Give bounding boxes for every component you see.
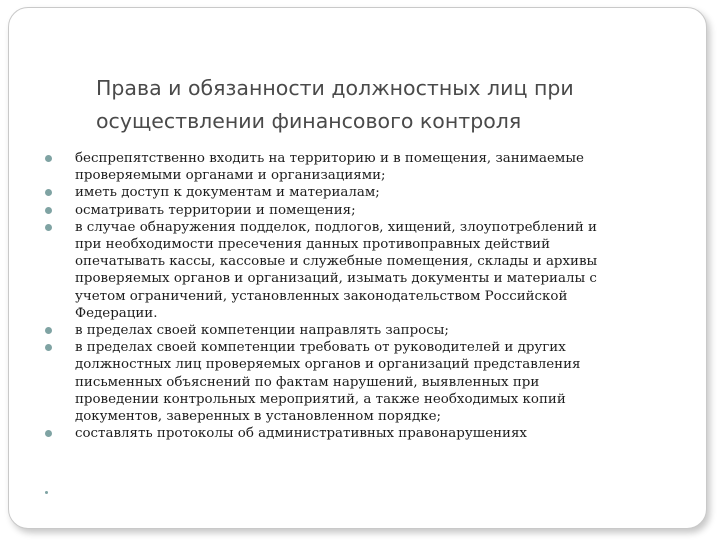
bullet-dot-icon — [45, 344, 52, 351]
bullet-dot-icon — [45, 327, 52, 334]
bullet-line: проверяемых органов и организаций, изымать документы и материалы с — [75, 271, 597, 287]
bullet-line: проведении контрольных мероприятий, а также необходимых копий — [75, 391, 566, 407]
slide-title-line-2: осуществлении финансового контроля — [96, 109, 522, 133]
slide-title — [96, 72, 656, 138]
bullet-line: в пределах своей компетенции направлять запросы; — [75, 323, 449, 339]
bullet-dot-icon — [45, 207, 52, 214]
bullet-list — [25, 150, 685, 442]
bullet-line: составлять протоколы об административных правонарушениях — [75, 426, 527, 442]
bullet-line: беспрепятственно входить на территорию и в помещения, занимаемые — [75, 151, 584, 166]
bullet-item-requests — [25, 322, 685, 339]
bullet-line: в случае обнаружения подделок, подлогов, хищений, злоупотреблений и — [75, 219, 597, 235]
bullet-line: письменных объяснений по фактам нарушений, выявленных при — [75, 374, 540, 390]
bullet-line: учетом ограничений, установленных законодательством Российской — [75, 288, 568, 304]
bullet-line: должностных лиц проверяемых органов и организаций представления — [75, 357, 581, 373]
bullet-line: при необходимости пресечения данных противоправных действий — [75, 237, 551, 253]
bullet-item-access — [25, 184, 685, 201]
bullet-line: Федерации. — [75, 305, 158, 321]
slide-title-line-1: Права и обязанности должностных лиц при — [96, 76, 574, 100]
empty-bullet-dot-icon — [45, 491, 48, 494]
bullet-line: проверяемыми органами и организациями; — [75, 168, 386, 184]
bullet-dot-icon — [45, 224, 52, 231]
slide — [8, 7, 707, 529]
bullet-dot-icon — [45, 189, 52, 196]
bullet-line: документов, заверенных в установленном порядке; — [75, 409, 442, 425]
bullet-line: иметь доступ к документам и материалам; — [75, 185, 380, 201]
bullet-item-protocols — [25, 425, 685, 442]
bullet-dot-icon — [45, 430, 52, 437]
bullet-item-demand — [25, 339, 685, 425]
bullet-dot-icon — [45, 155, 52, 162]
bullet-item-entry — [25, 150, 685, 184]
bullet-line: опечатывать кассы, кассовые и служебные помещения, склады и архивы — [75, 254, 598, 270]
bullet-line: осматривать территории и помещения; — [75, 202, 356, 218]
bullet-item-inspect — [25, 202, 685, 219]
bullet-line: в пределах своей компетенции требовать от руководителей и других — [75, 340, 566, 356]
bullet-item-seal — [25, 219, 685, 322]
